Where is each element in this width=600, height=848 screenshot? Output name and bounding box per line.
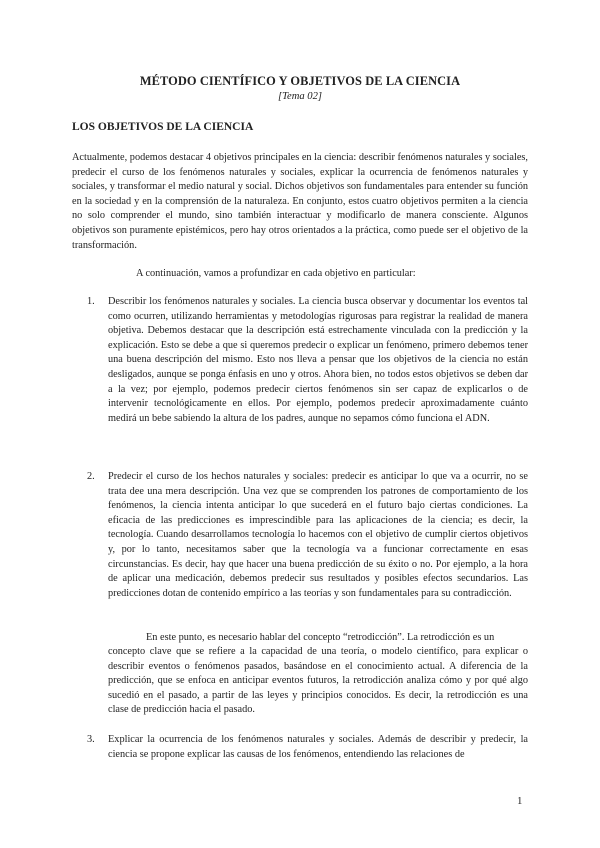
page-number: 1	[517, 795, 523, 807]
document-subtitle: [Tema 02]	[277, 91, 323, 102]
list-item	[87, 470, 528, 601]
list-item	[87, 733, 528, 762]
list-item-text: Explicar la ocurrencia de los fenómenos naturales y sociales. Además de describir y predecir, la ciencia se propone explicar las causas de los fenómenos, entendiendo las relaciones de	[108, 734, 528, 760]
list-item-number: 3.	[87, 734, 95, 745]
list-item-number: 1.	[87, 296, 95, 307]
list-item	[87, 295, 528, 426]
list-item-text: Predecir el curso de los hechos naturales y sociales: predecir es anticipar lo que va a ocurrir, no se trata dee una mera descripción. Una vez que se comprenden los patrones de comportamiento de los fenómenos, la ciencia intenta anticipar lo que sucederá en el futuro bajo ciertas condiciones. La eficacia de las predicciones es imprescindible para las aplicaciones de la ciencia; es decir, la tecnología. Cuando desarrollamos tecnología lo hacemos con el objetivo de cumplir ciertos objetivos y, por lo tanto, necesitamos saber que la tecnología va a funcionar correctamente en esas circunstancias. Es decir, hay que hacer una buena predicción de su éxito o no. Por ejemplo, a la hora de aplicar una medicación, debemos predecir sus resultados y posibles efectos secundarios. Las predicciones dotan de contenido empírico a las teorías y son fundamentales para su contradicción.	[108, 471, 528, 599]
list-item-number: 2.	[87, 471, 95, 482]
transition-paragraph: A continuación, vamos a profundizar en cada objetivo en particular:	[136, 268, 416, 279]
intro-paragraph: Actualmente, podemos destacar 4 objetivos principales en la ciencia: describir fenómenos naturales y sociales, predecir el curso de los fenómenos naturales y sociales, explicar la ocurrencia de fenómenos naturales y sociales, y transformar el medio natural y social. Dichos objetivos son fundamentales para entender su función en la sociedad y en la comprensión de la naturaleza. En conjunto, estos cuatro objetivos permiten a la ciencia no solo comprender el mundo, sino también interactuar y modificarlo de manera consciente. Algunos objetivos son puramente epistémicos, pero hay otros orientados a la práctica, como puede ser el objetivo de la transformación.	[72, 152, 528, 251]
section-heading: LOS OBJETIVOS DE LA CIENCIA	[72, 121, 254, 133]
document-title: MÉTODO CIENTÍFICO Y OBJETIVOS DE LA CIENCIA	[139, 74, 461, 88]
retrodiction-first-line: En este punto, es necesario hablar del concepto “retrodicción”. La retrodicción es un	[146, 632, 495, 643]
list-item-text: Describir los fenómenos naturales y sociales. La ciencia busca observar y documentar los eventos tal como ocurren, utilizando herramientas y metodologías rigurosas para registrar la realidad de manera objetiva. Debemos destacar que la descripción está estrechamente vinculada con la predicción y la explicación. Esto se debe a que si queremos predecir o explicar un fenómeno, primero debemos tener una buena descripción del mismo. Esto nos lleva a pensar que los objetivos de la ciencia no están desligados, aunque se ponga énfasis en uno y otros. Ahora bien, no todos estos objetivos se deben dar a la vez; por ejemplo, podemos predecir ciertos fenómenos sin ser capaz de explicarlos o de intervenir tecnológicamente en ellos. Por ejemplo, podemos predecir aproximadamente cuánto medirá un bebe sabiendo la altura de los padres, aunque no sepamos cómo funciona el ADN.	[108, 296, 528, 424]
retrodiction-paragraph: concepto clave que se refiere a la capacidad de una teoría, o modelo científico, para explicar o describir eventos o fenómenos pasados, basándose en el conocimiento actual. A diferencia de la predicción, que se enfoca en anticipar eventos futuros, la retrodicción analiza cómo y por qué algo sucedió en el pasado, a partir de las leyes y principios conocidos. Es decir, la retrodicción es una clase de predicción hacia el pasado.	[108, 646, 528, 716]
